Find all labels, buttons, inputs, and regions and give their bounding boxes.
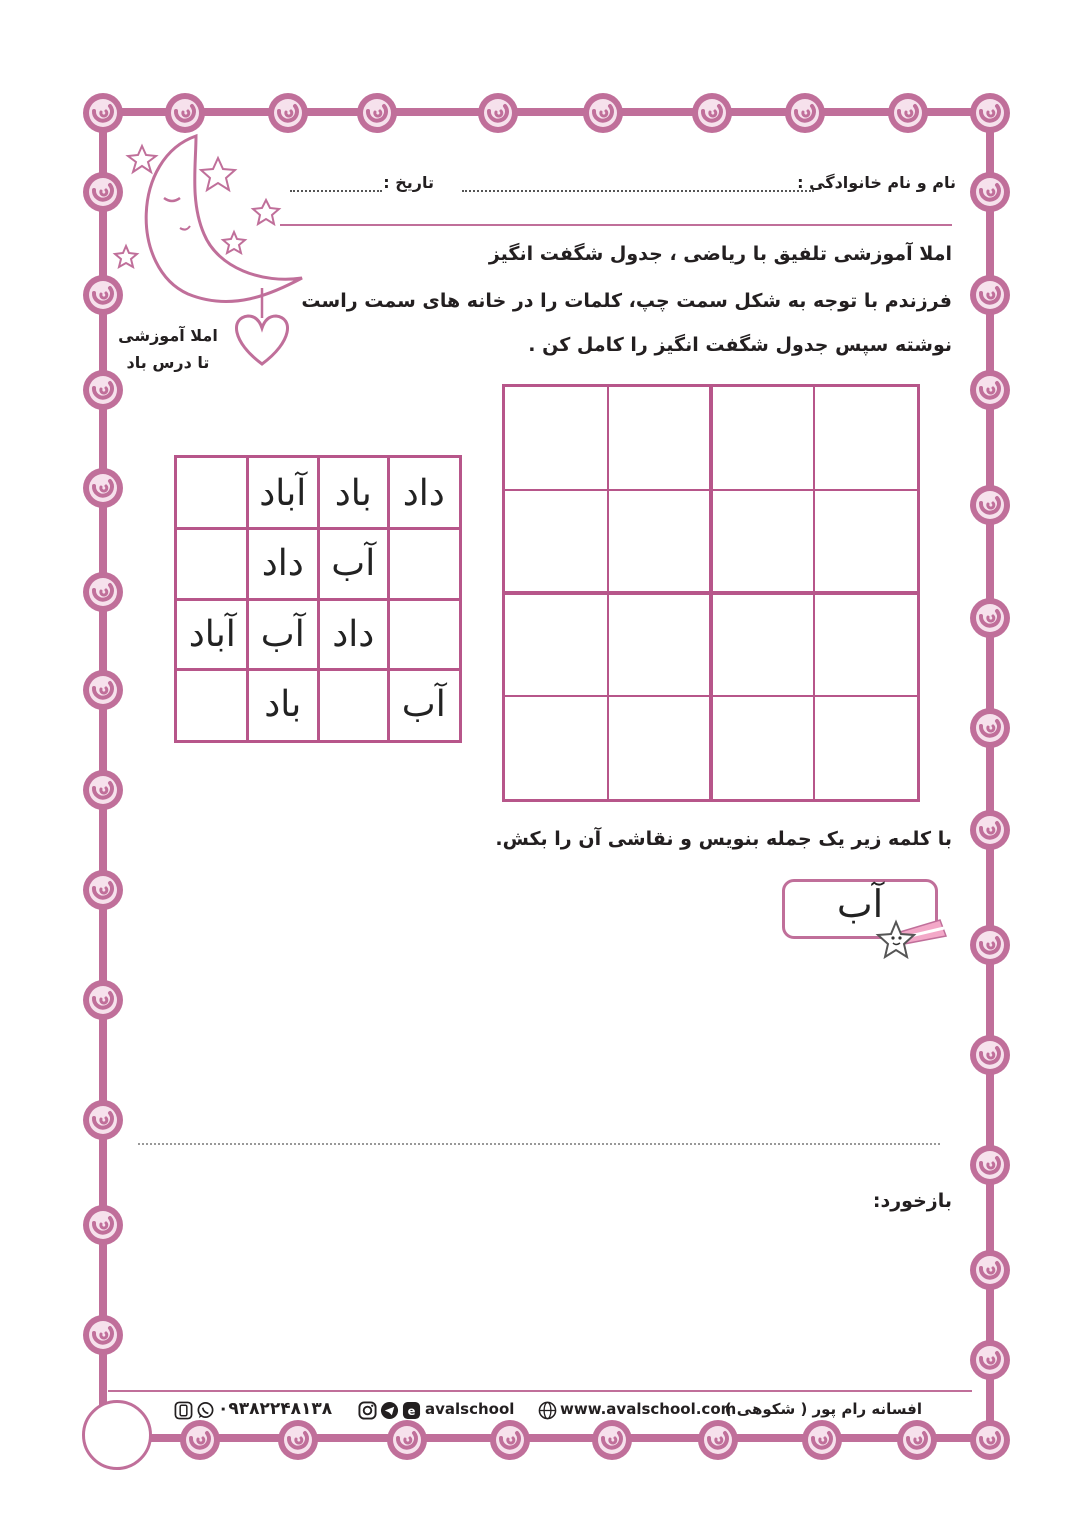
word-card-text: آب (836, 882, 884, 926)
frame-swirl-icon (970, 1035, 1010, 1075)
frame-swirl-icon (970, 925, 1010, 965)
frame-swirl-icon (970, 708, 1010, 748)
answer-grid-cell[interactable] (711, 593, 814, 696)
answer-grid-cell[interactable] (711, 696, 814, 799)
frame-swirl-icon (970, 598, 1010, 638)
frame-swirl-icon (83, 980, 123, 1020)
frame-swirl-icon (785, 93, 825, 133)
reference-grid-cell: آباد (259, 472, 307, 514)
frame-swirl-icon (970, 1250, 1010, 1290)
header-divider (280, 224, 952, 226)
frame-swirl-icon (83, 370, 123, 410)
frame-swirl-icon (970, 93, 1010, 133)
footer-author: افسانه رام پور ( شکوهی ) (724, 1400, 922, 1418)
reference-grid-cell (177, 529, 248, 600)
answer-grid-cell[interactable] (505, 387, 608, 490)
phone-icon (174, 1401, 193, 1420)
frame-swirl-icon (970, 1340, 1010, 1380)
frame-swirl-icon (888, 93, 928, 133)
frame-swirl-icon (165, 93, 205, 133)
reference-grid-cell: آباد (188, 613, 236, 655)
answer-grid-cell[interactable] (608, 696, 711, 799)
whatsapp-icon (196, 1401, 215, 1420)
answer-grid-cell[interactable] (505, 490, 608, 593)
answer-grid-cell[interactable] (814, 696, 917, 799)
instruction-line-1: فرزندم با توجه به شکل سمت چپ، کلمات را در خانه های سمت راست (301, 290, 952, 312)
feedback-label: بازخورد: (872, 1190, 952, 1212)
reference-grid-cell: داد (332, 613, 375, 655)
reference-grid-cell: باد (264, 684, 302, 726)
frame-swirl-icon (970, 370, 1010, 410)
frame-swirl-icon (83, 1100, 123, 1140)
shooting-star-icon (870, 914, 950, 974)
instagram-icon (358, 1401, 377, 1420)
frame-swirl-icon (387, 1420, 427, 1460)
name-field[interactable] (462, 190, 814, 192)
svg-text:e: e (407, 1403, 416, 1418)
frame-swirl-icon (692, 93, 732, 133)
frame-swirl-icon (698, 1420, 738, 1460)
footer-social[interactable]: avalschool (425, 1400, 515, 1418)
frame-swirl-icon (83, 1315, 123, 1355)
answer-grid-cell[interactable] (711, 387, 814, 490)
answer-grid-cell[interactable] (608, 593, 711, 696)
frame-swirl-icon (278, 1420, 318, 1460)
footer-phone[interactable]: ۰۹۳۸۲۲۴۸۱۳۸ (218, 1399, 333, 1419)
reference-grid-cell (177, 458, 248, 529)
eitaa-icon (402, 1401, 421, 1420)
answer-grid-cell[interactable] (608, 387, 711, 490)
badge-line-1: املا آموزشی (118, 326, 218, 345)
reference-grid-cell (318, 670, 389, 741)
frame-swirl-icon (83, 670, 123, 710)
worksheet-title: املا آموزشی تلفیق با ریاضی ، جدول شگفت انگیز (488, 243, 952, 265)
page-circle (82, 1400, 152, 1470)
answer-grid-cell[interactable] (505, 696, 608, 799)
frame-swirl-icon (970, 485, 1010, 525)
frame-swirl-icon (897, 1420, 937, 1460)
globe-icon (538, 1401, 557, 1420)
frame-swirl-icon (268, 93, 308, 133)
frame-swirl-icon (83, 1205, 123, 1245)
frame-swirl-icon (478, 93, 518, 133)
reference-grid-cell: داد (261, 543, 304, 585)
frame-swirl-icon (83, 93, 123, 133)
reference-grid-cell: باد (334, 472, 372, 514)
answer-grid-cell[interactable] (711, 490, 814, 593)
telegram-icon (380, 1401, 399, 1420)
frame-swirl-icon (490, 1420, 530, 1460)
reference-grid (174, 455, 462, 743)
frame-swirl-icon (83, 770, 123, 810)
answer-grid-cell[interactable] (814, 387, 917, 490)
frame-swirl-icon (970, 172, 1010, 212)
reference-grid-cell (389, 599, 460, 670)
reference-grid-cell: آب (331, 543, 376, 585)
frame-swirl-icon (592, 1420, 632, 1460)
date-label: تاریخ : (383, 173, 434, 192)
frame-swirl-icon (583, 93, 623, 133)
frame-swirl-icon (970, 1420, 1010, 1460)
badge-text (110, 322, 226, 376)
sentence-prompt: با کلمه زیر یک جمله بنویس و نقاشی آن را بکش. (495, 828, 952, 850)
reference-grid-cell (177, 670, 248, 741)
name-label: نام و نام خانوادگی : (797, 173, 956, 192)
answer-grid-cell[interactable] (505, 593, 608, 696)
reference-grid-cell: داد (402, 472, 445, 514)
frame-swirl-icon (802, 1420, 842, 1460)
answer-grid-cell[interactable] (814, 593, 917, 696)
frame-swirl-icon (83, 572, 123, 612)
instruction-line-2: نوشته سپس جدول شگفت انگیز را کامل کن . (528, 334, 952, 356)
frame-swirl-icon (357, 93, 397, 133)
writing-line[interactable] (138, 1143, 940, 1145)
frame-swirl-icon (970, 810, 1010, 850)
footer-divider (108, 1390, 972, 1392)
answer-grid-cell[interactable] (814, 490, 917, 593)
frame-swirl-icon (970, 1145, 1010, 1185)
reference-grid-cell: آب (260, 613, 305, 655)
badge-line-2: تا درس باد (126, 353, 210, 372)
reference-grid-cell: آب (401, 684, 446, 726)
footer-website[interactable]: www.avalschool.com (560, 1400, 737, 1418)
reference-grid-cell (389, 529, 460, 600)
frame-swirl-icon (970, 275, 1010, 315)
frame-swirl-icon (180, 1420, 220, 1460)
answer-grid-cell[interactable] (608, 490, 711, 593)
answer-grid[interactable] (502, 384, 920, 802)
frame-swirl-icon (83, 870, 123, 910)
frame-swirl-icon (83, 468, 123, 508)
